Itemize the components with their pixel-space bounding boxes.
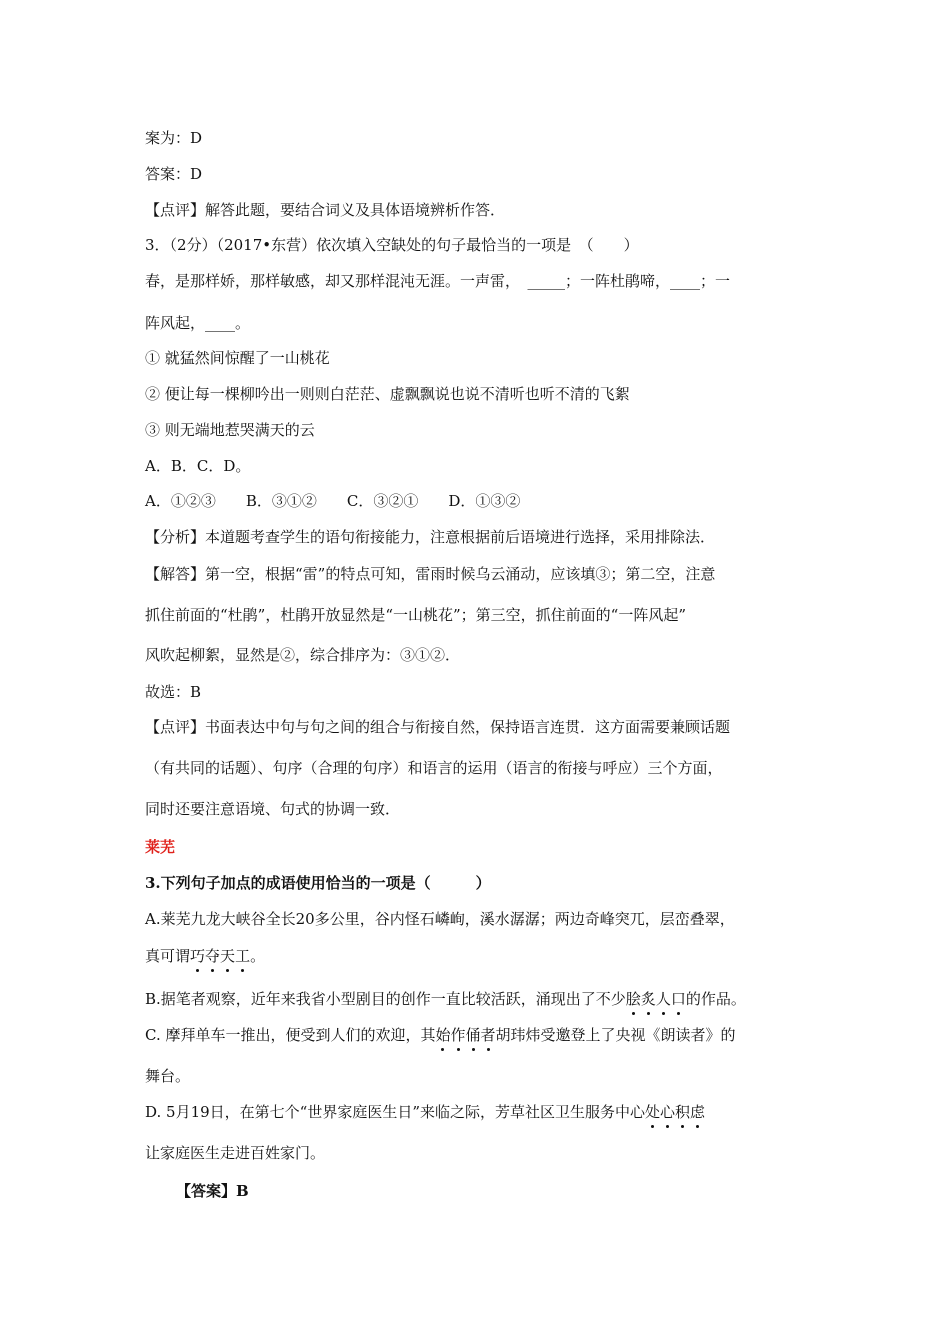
choice-letters: A．B．C．D。 — [145, 457, 251, 475]
comment-line: （有共同的话题）、句序（合理的句序）和语言的运用（语言的衔接与呼应）三个方面， — [145, 759, 723, 777]
option-1: ① 就猛然间惊醒了一山桃花 — [145, 349, 330, 367]
question-text: 阵风起，____。 — [145, 314, 251, 332]
dotted-char: 作 — [450, 1026, 466, 1044]
dotted-char: 巧 — [190, 947, 206, 965]
dotted-char: 积 — [675, 1103, 691, 1121]
dotted-char: 炙 — [640, 990, 656, 1008]
text-segment: B.据笔者观察，近年来我省小型剧目的创作一直比较活跃，涌现出了不少 — [145, 990, 626, 1008]
text-segment: C. 摩拜单车一推出，便受到人们的欢迎，其 — [145, 1026, 436, 1044]
section-heading: 莱芜 — [145, 838, 176, 856]
option-2: ② 便让每一棵柳吟出一则则白茫茫、虚飘飘说也说不清听也听不清的飞絮 — [145, 385, 630, 403]
solution-line: 风吹起柳絮，显然是②，综合排序为：③①②． — [145, 646, 461, 664]
option-d-cont: 让家庭医生走进百姓家门。 — [145, 1144, 326, 1162]
final-choice: 故选：B — [145, 683, 202, 701]
option-c-cont: 舞台。 — [145, 1067, 191, 1085]
answer-line: 答案：D — [145, 165, 203, 183]
dotted-char: 人 — [655, 990, 671, 1008]
comment-line: 【点评】解答此题，要结合词义及具体语境辨析作答． — [145, 201, 506, 219]
option-a-cont — [145, 946, 265, 966]
text-segment: 。 — [250, 947, 266, 965]
question-title: 3.下列句子加点的成语使用恰当的一项是（ ） — [145, 874, 491, 892]
dotted-char: 脍 — [625, 990, 641, 1008]
question-3-title: 3．（2分）（2017•东营）依次填入空缺处的句子最恰当的一项是 （ ） — [145, 236, 639, 254]
text-segment: 胡玮炜受邀登上了央视《朗读者》的 — [495, 1026, 736, 1044]
comment-line: 【点评】书面表达中句与句之间的组合与衔接自然，保持语言连贯．这方面需要兼顾话题 — [145, 718, 731, 736]
text-segment: 的作品。 — [685, 990, 746, 1008]
choices: A．①②③ B．③①② C．③②① D．①③② — [145, 492, 521, 510]
dotted-char: 夺 — [205, 947, 221, 965]
solution-line: 【解答】第一空，根据“雷”的特点可知，雷雨时候乌云涌动，应该填③；第二空，注意 — [145, 565, 716, 583]
option-3: ③ 则无端地惹哭满天的云 — [145, 421, 315, 439]
dotted-char: 处 — [645, 1103, 661, 1121]
dotted-char: 始 — [435, 1026, 451, 1044]
option-a: A.莱芜九龙大峡谷全长20多公里，谷内怪石嶙峋，溪水潺潺；两边奇峰突兀，层峦叠翠， — [145, 910, 735, 928]
option-b — [145, 989, 746, 1009]
option-c — [145, 1025, 736, 1045]
text-segment: 真可谓 — [145, 947, 191, 965]
dotted-char: 俑 — [465, 1026, 481, 1044]
dotted-char: 口 — [670, 990, 686, 1008]
dotted-char: 工 — [235, 947, 251, 965]
dotted-char: 虑 — [690, 1103, 706, 1121]
answer-label — [176, 1181, 249, 1201]
text-line: 案为：D — [145, 129, 203, 147]
question-text: 春，是那样娇，那样敏感，却又那样混沌无涯。一声雷， _____；一阵杜鹃啼，____；一 — [145, 272, 731, 290]
text-segment: D. 5月19日，在第七个“世界家庭医生日”来临之际，芳草社区卫生服务中心 — [145, 1103, 645, 1121]
comment-line: 同时还要注意语境、句式的协调一致． — [145, 800, 401, 818]
solution-line: 抓住前面的“杜鹃”，杜鹃开放显然是“一山桃花”；第三空，抓住前面的“一阵风起” — [145, 606, 687, 624]
answer-text: 【答案】B — [176, 1182, 249, 1200]
dotted-char: 者 — [480, 1026, 496, 1044]
dotted-char: 天 — [220, 947, 236, 965]
option-d — [145, 1102, 705, 1122]
dotted-char: 心 — [660, 1103, 676, 1121]
analysis-line: 【分析】本道题考查学生的语句衔接能力，注意根据前后语境进行选择，采用排除法． — [145, 528, 716, 546]
